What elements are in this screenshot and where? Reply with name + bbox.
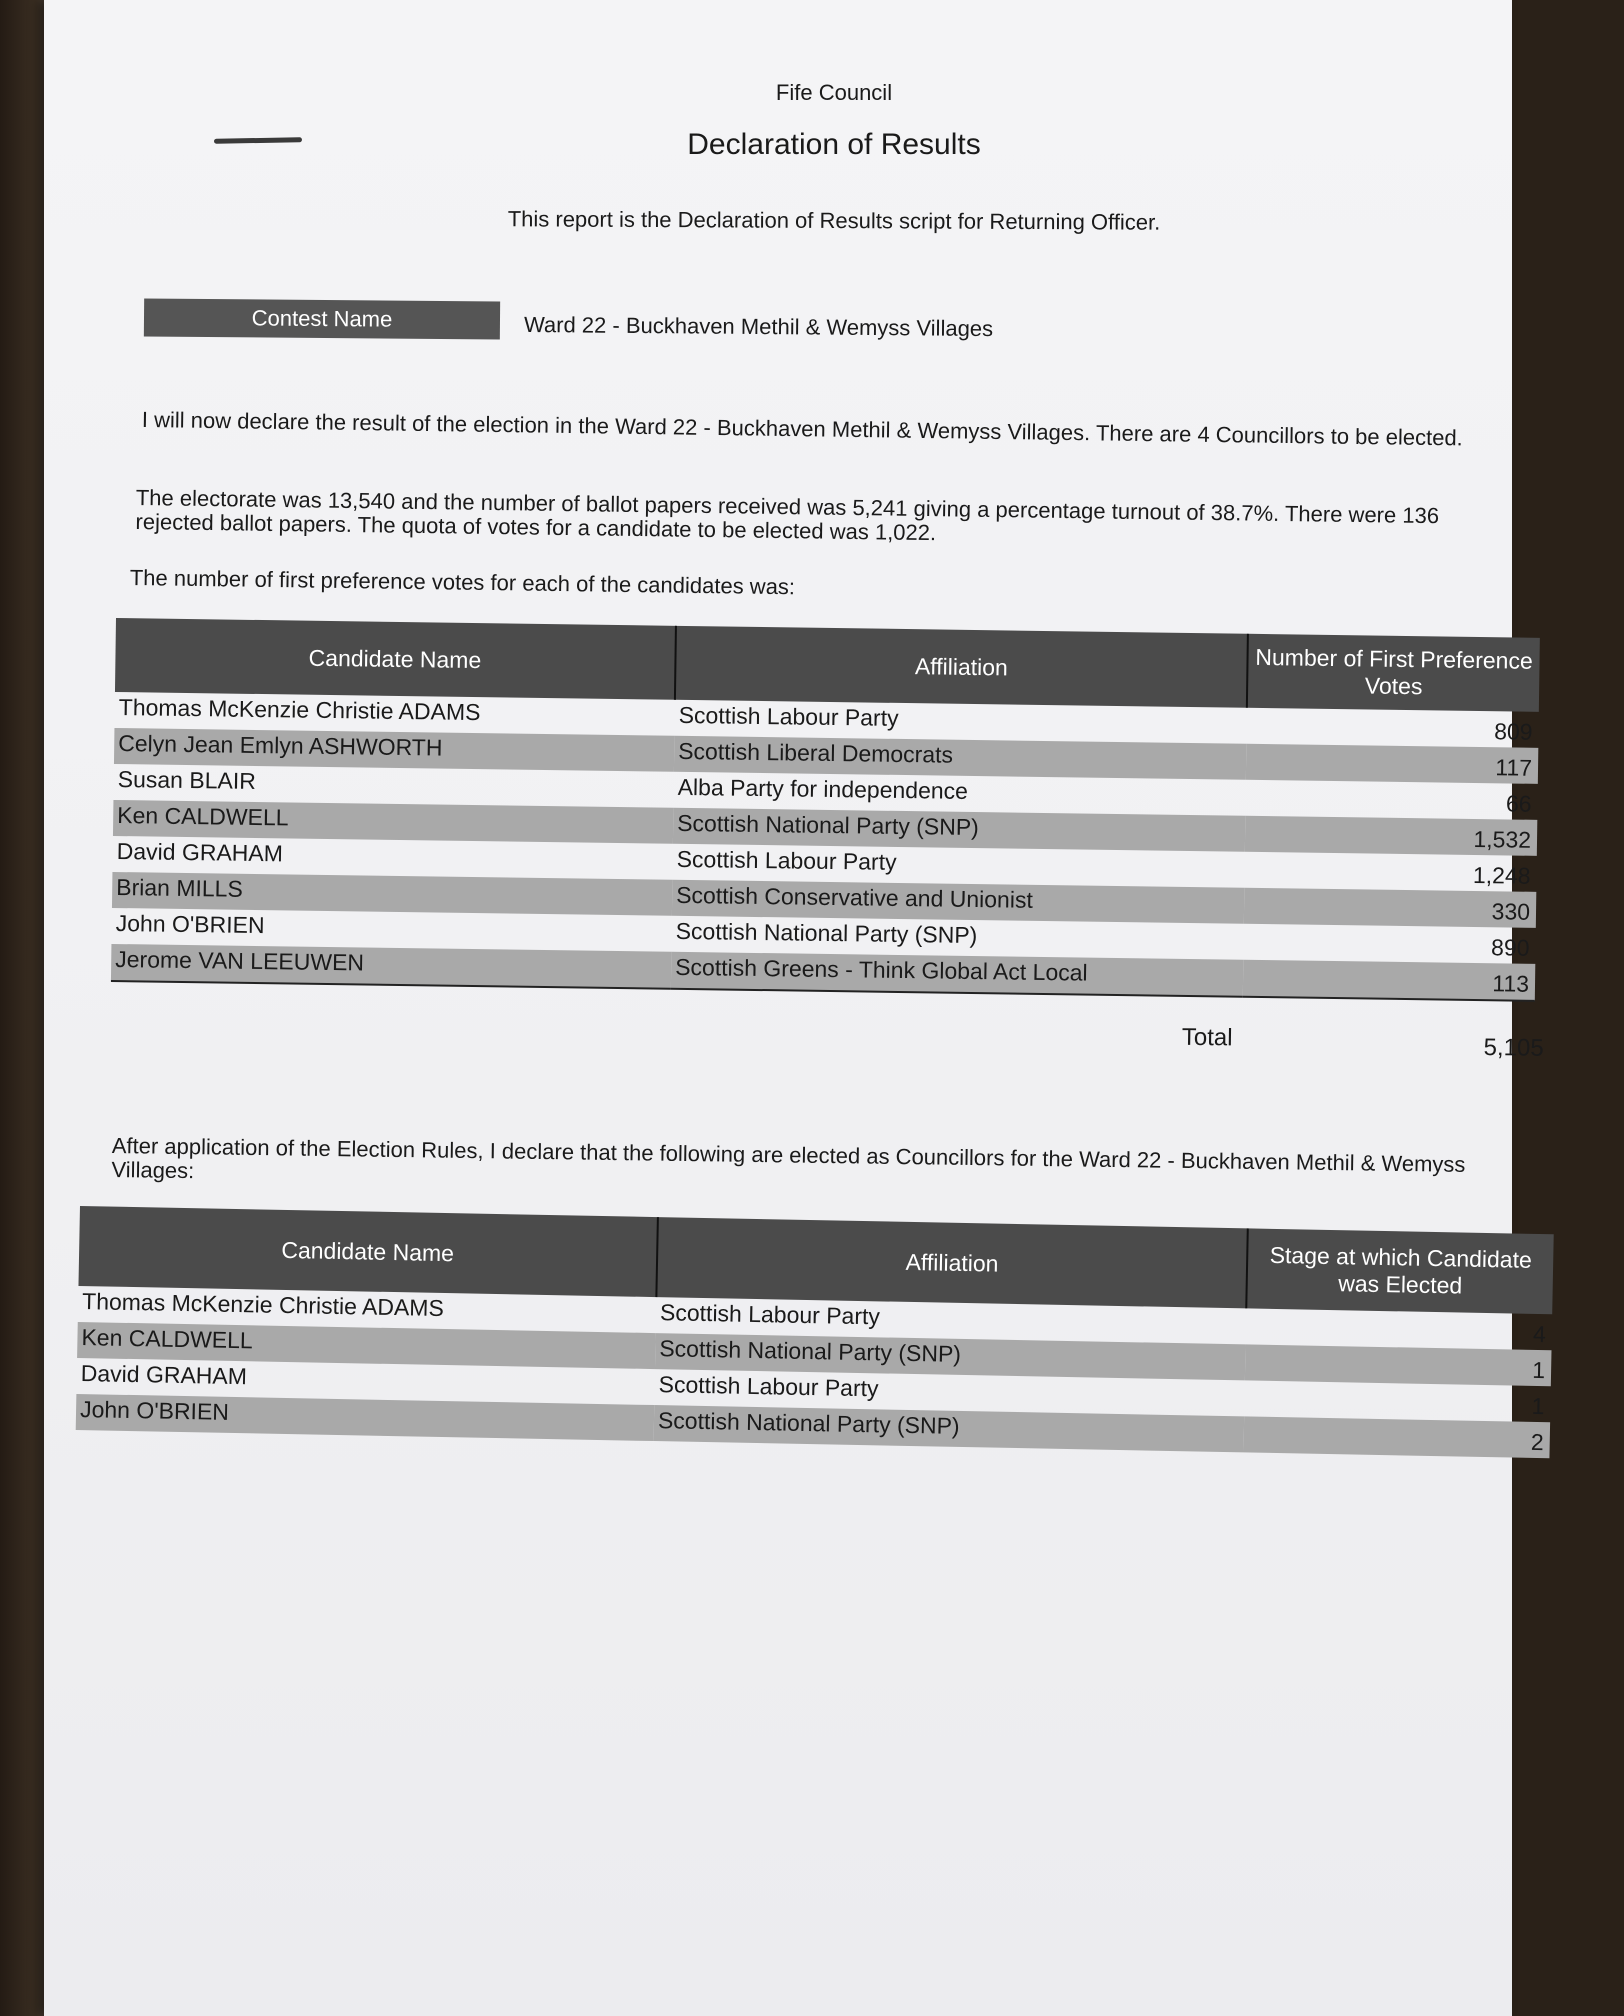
vote-count: 113 bbox=[1243, 960, 1535, 1001]
candidate-name: David GRAHAM bbox=[116, 838, 284, 867]
header-affiliation: Affiliation bbox=[675, 626, 1248, 708]
candidate-name: John O'BRIEN bbox=[115, 910, 265, 939]
vote-count: 117 bbox=[1246, 744, 1538, 784]
header-first-preference-votes: Number of First Preference Votes bbox=[1247, 634, 1540, 712]
affiliation: Scottish Greens - Think Global Act Local bbox=[671, 952, 1243, 997]
candidate-name: Brian MILLS bbox=[112, 872, 672, 916]
candidate-name: Ken CALDWELL bbox=[77, 1322, 656, 1369]
vote-count: 66 bbox=[1505, 790, 1532, 817]
candidate-name: David GRAHAM bbox=[80, 1360, 248, 1390]
vote-count: 1,248 bbox=[1472, 861, 1531, 889]
header-affiliation: Affiliation bbox=[656, 1217, 1247, 1308]
council-name: Fife Council bbox=[775, 80, 893, 105]
stage-elected: 2 bbox=[1243, 1416, 1550, 1458]
contest-name-label: Contest Name bbox=[144, 298, 500, 339]
affiliation: Scottish National Party (SNP) bbox=[673, 808, 1245, 852]
elected-table bbox=[76, 1206, 1554, 1458]
affiliation: Scottish Labour Party bbox=[658, 1371, 879, 1402]
affiliation: Alba Party for independence bbox=[677, 773, 969, 804]
contest-name-value: Ward 22 - Buckhaven Methil & Wemyss Villages bbox=[523, 311, 994, 342]
candidate-name: Jerome VAN LEEUWEN bbox=[111, 944, 671, 989]
header-stage-elected: Stage at which Candidate was Elected bbox=[1246, 1228, 1553, 1314]
header-candidate-name: Candidate Name bbox=[78, 1206, 657, 1297]
stage-elected: 4 bbox=[1532, 1320, 1547, 1348]
elected-intro: After application of the Election Rules, I declare that the following are elected as Councillors for the Ward 22 - Buckhaven Methil & Wemyss Villages: bbox=[111, 1133, 1466, 1184]
vote-count: 809 bbox=[1493, 718, 1533, 745]
candidate-name: Thomas McKenzie Christie ADAMS bbox=[118, 694, 481, 726]
affiliation: Scottish Liberal Democrats bbox=[674, 736, 1246, 780]
declaration-paragraph: I will now declare the result of the election in the Ward 22 - Buckhaven Methil & Wemyss Villages. There are 4 Councillors to be elected. bbox=[141, 407, 1463, 451]
total-row bbox=[1144, 1023, 1544, 1062]
affiliation: Scottish Conservative and Unionist bbox=[672, 880, 1244, 924]
candidate-name: Celyn Jean Emlyn ASHWORTH bbox=[114, 728, 674, 772]
document-page bbox=[44, 0, 1547, 2016]
candidate-name: Susan BLAIR bbox=[117, 766, 257, 794]
stage-elected: 1 bbox=[1531, 1392, 1545, 1420]
candidate-name: Thomas McKenzie Christie ADAMS bbox=[81, 1288, 445, 1322]
affiliation: Scottish National Party (SNP) bbox=[655, 1333, 1246, 1380]
total-value: 5,105 bbox=[1483, 1033, 1544, 1062]
candidate-name: John O'BRIEN bbox=[76, 1394, 655, 1441]
intro-text: This report is the Declaration of Results script for Returning Officer. bbox=[507, 206, 1161, 235]
affiliation: Scottish Labour Party bbox=[676, 845, 897, 875]
vote-count: 330 bbox=[1244, 888, 1536, 928]
affiliation: Scottish National Party (SNP) bbox=[654, 1405, 1245, 1452]
header-candidate-name: Candidate Name bbox=[115, 618, 676, 700]
page-title: Declaration of Results bbox=[687, 128, 981, 161]
affiliation: Scottish Labour Party bbox=[659, 1299, 881, 1330]
total-label: Total bbox=[1181, 1023, 1233, 1052]
first-preference-table bbox=[111, 618, 1540, 1002]
electorate-paragraph: The electorate was 13,540 and the number of ballot papers received was 5,241 giving a percentage turnout of 38.7%. There were 136 rejected ballot papers. The quota of votes for a candidate to be elected was 1,022. bbox=[135, 485, 1440, 546]
stage-elected: 1 bbox=[1245, 1344, 1552, 1386]
affiliation: Scottish National Party (SNP) bbox=[675, 917, 978, 949]
vote-count: 1,532 bbox=[1245, 816, 1537, 856]
candidate-name: Ken CALDWELL bbox=[113, 800, 673, 844]
affiliation: Scottish Labour Party bbox=[678, 701, 899, 731]
vote-count: 890 bbox=[1490, 934, 1530, 961]
first-preference-intro: The number of first preference votes for each of the candidates was: bbox=[129, 565, 796, 600]
